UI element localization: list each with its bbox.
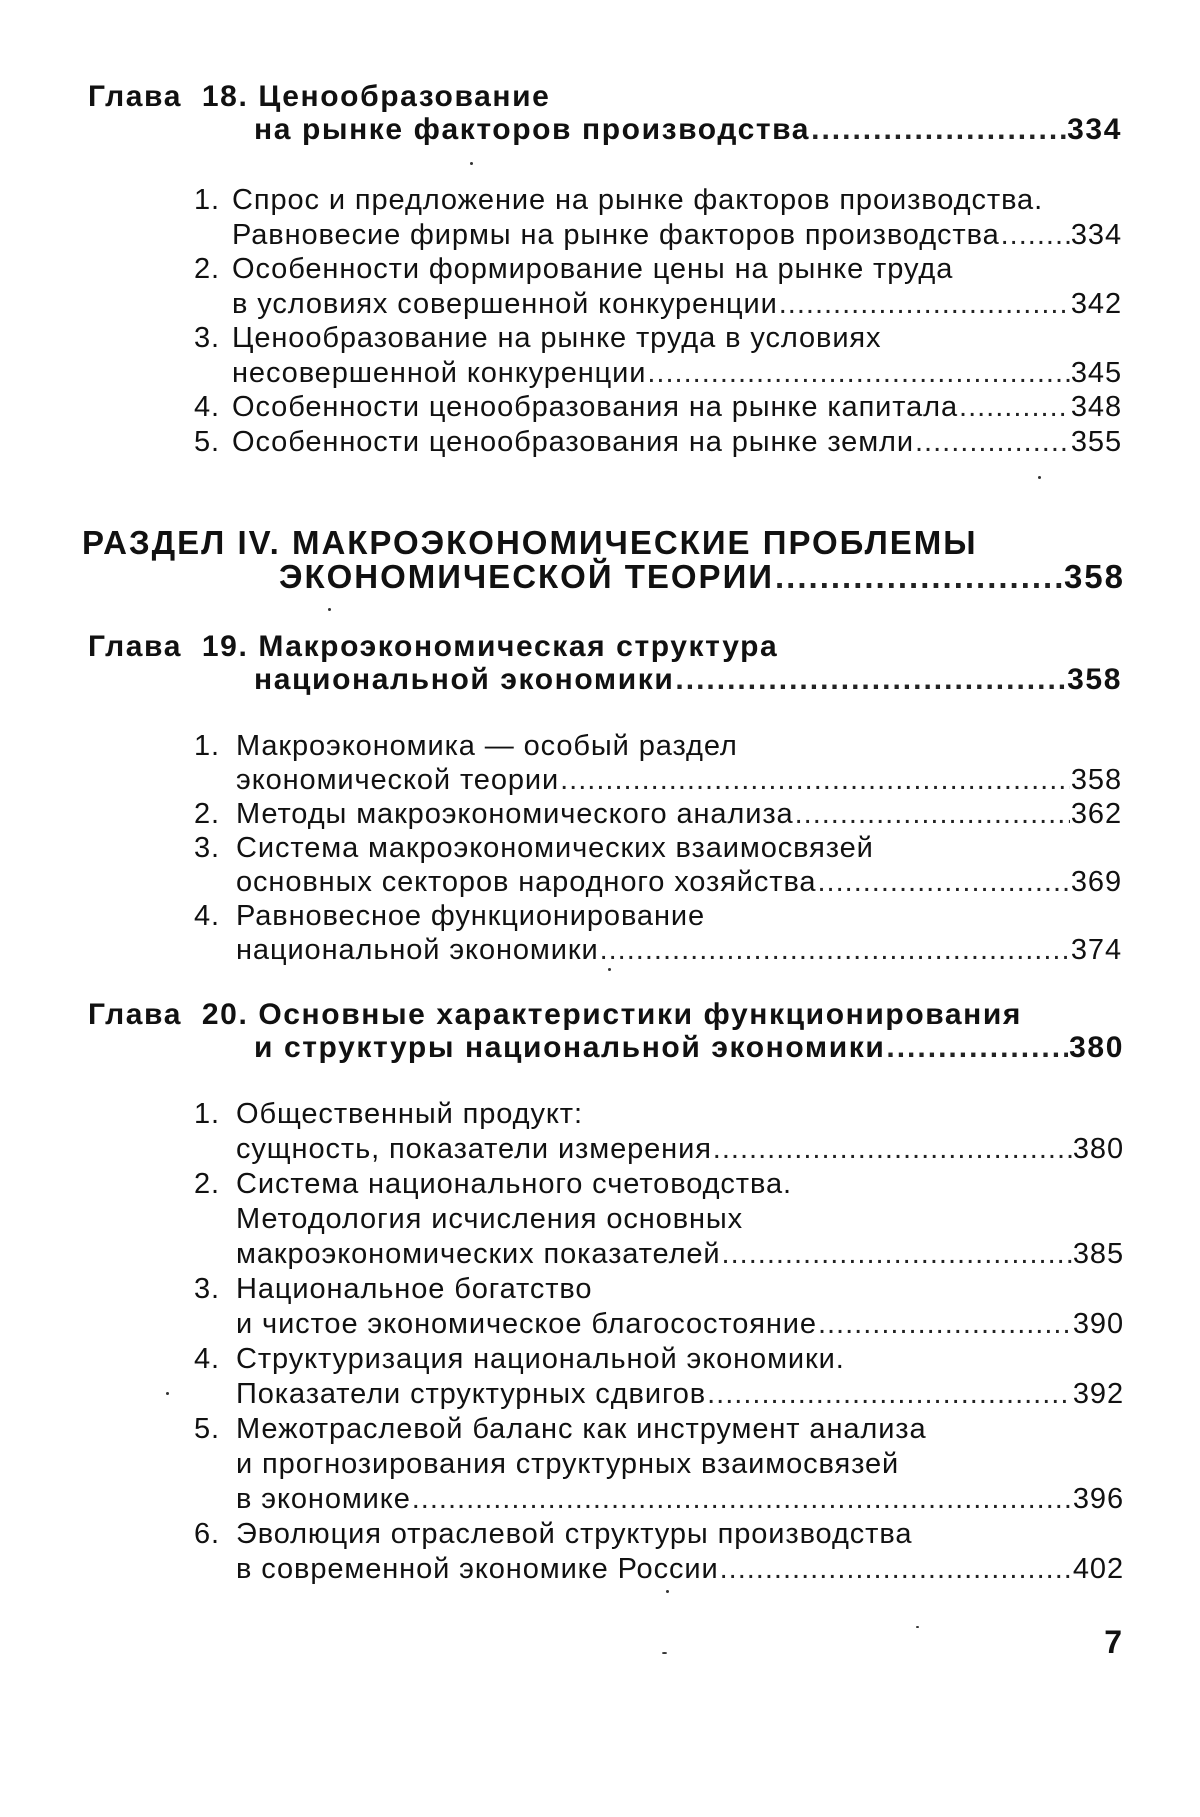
entry-title-cont: Методология исчисления основных xyxy=(236,1203,744,1235)
dot-leader xyxy=(886,1031,1068,1065)
chapter-label: Глава xyxy=(88,998,182,1031)
toc-entry-line xyxy=(236,1133,1124,1166)
chapter-title: Основные характеристики функционирования xyxy=(258,998,1023,1031)
entry-title-cont: Равновесие фирмы на рынке факторов производства xyxy=(232,219,1000,251)
chapter-page: 380 xyxy=(1069,1031,1124,1064)
dot-leader xyxy=(818,1308,1072,1341)
toc-entry-line xyxy=(194,1273,592,1306)
entry-number: 4. xyxy=(194,391,220,423)
chapter-title-cont: и структуры национальной экономики xyxy=(254,1031,886,1064)
dot-leader xyxy=(915,426,1070,459)
toc-entry-line xyxy=(194,900,705,933)
entry-page: 348 xyxy=(1070,391,1122,423)
toc-entry-line xyxy=(194,730,738,763)
chapter-heading-line1 xyxy=(88,630,778,664)
entry-number: 6. xyxy=(194,1518,220,1550)
toc-entry-line xyxy=(194,253,953,286)
entry-title: Ценообразование на рынке труда в условиях xyxy=(232,322,882,354)
scan-speck xyxy=(1038,476,1041,479)
dot-leader xyxy=(707,1378,1072,1411)
toc-entry-line xyxy=(194,832,874,865)
entry-title: Макроэкономика — особый раздел xyxy=(236,730,738,762)
scan-speck xyxy=(608,968,611,971)
dot-leader xyxy=(713,1133,1072,1166)
toc-entry-line xyxy=(194,1098,583,1131)
toc-entry-line xyxy=(194,1168,792,1201)
toc-entry-line xyxy=(194,1343,845,1376)
dot-leader xyxy=(412,1483,1072,1516)
entry-number: 4. xyxy=(194,1343,220,1375)
scan-speck xyxy=(166,1392,169,1395)
scan-speck xyxy=(470,162,473,165)
section-title: МАКРОЭКОНОМИЧЕСКИЕ ПРОБЛЕМЫ xyxy=(291,524,978,561)
entry-title-cont: Показатели структурных сдвигов xyxy=(236,1378,707,1410)
entry-number: 5. xyxy=(194,1413,220,1445)
entry-title-cont: в современной экономике России xyxy=(236,1553,719,1585)
toc-entry-line xyxy=(236,1553,1124,1586)
entry-title-cont: национальной экономики xyxy=(236,934,599,966)
toc-entry-line xyxy=(194,391,1122,424)
entry-number: 3. xyxy=(194,832,220,864)
entry-page: 358 xyxy=(1070,764,1122,796)
entry-title: Межотраслевой баланс как инструмент анализа xyxy=(236,1413,927,1445)
entry-number: 1. xyxy=(194,730,220,762)
entry-title: Система макроэкономических взаимосвязей xyxy=(236,832,874,864)
dot-leader xyxy=(560,764,1070,797)
toc-entry-line xyxy=(236,1203,743,1236)
chapter-title-cont: национальной экономики xyxy=(254,663,675,696)
chapter-page: 334 xyxy=(1067,113,1122,146)
entry-number: 1. xyxy=(194,184,220,216)
entry-title: Эволюция отраслевой структуры производства xyxy=(236,1518,913,1550)
section-heading-line2 xyxy=(279,558,1125,596)
chapter-number: 20. xyxy=(201,998,249,1031)
toc-entry-line xyxy=(236,1378,1124,1411)
entry-title: Общественный продукт: xyxy=(236,1098,583,1130)
entry-page: 369 xyxy=(1070,866,1122,898)
entry-page: 334 xyxy=(1070,219,1122,251)
toc-entry-line xyxy=(194,798,1122,831)
entry-title: Методы макроэкономического анализа xyxy=(236,798,794,830)
chapter-title: Макроэкономическая структура xyxy=(258,630,779,663)
entry-page: 385 xyxy=(1072,1238,1124,1270)
scan-speck xyxy=(916,1626,919,1628)
section-label: РАЗДЕЛ IV. xyxy=(82,524,281,561)
entry-page: 342 xyxy=(1070,288,1122,320)
entry-title: Особенности формирование цены на рынке труда xyxy=(232,253,954,285)
entry-page: 345 xyxy=(1070,357,1122,389)
chapter-heading-line1 xyxy=(88,998,1022,1032)
section-title-cont: ЭКОНОМИЧЕСКОЙ ТЕОРИИ xyxy=(279,558,775,595)
chapter-page: 358 xyxy=(1067,663,1122,696)
dot-leader xyxy=(795,798,1070,831)
entry-title-cont: экономической теории xyxy=(236,764,560,796)
entry-title: Структуризация национальной экономики. xyxy=(236,1343,845,1375)
entry-page: 392 xyxy=(1072,1378,1124,1410)
toc-entry-line xyxy=(194,1413,927,1446)
entry-page: 396 xyxy=(1072,1483,1124,1515)
entry-title-cont: основных секторов народного хозяйства xyxy=(236,866,817,898)
toc-entry-line xyxy=(236,764,1122,797)
entry-number: 2. xyxy=(194,253,220,285)
entry-title-cont: и прогнозирования структурных взаимосвязей xyxy=(236,1448,900,1480)
toc-entry-line xyxy=(232,219,1122,252)
entry-title: Особенности ценообразования на рынке капитала xyxy=(232,391,959,423)
dot-leader xyxy=(811,113,1066,147)
entry-page: 374 xyxy=(1070,934,1122,966)
chapter-heading-line2 xyxy=(254,1031,1124,1065)
entry-title-cont: в условиях совершенной конкуренции xyxy=(232,288,778,320)
entry-page: 362 xyxy=(1070,798,1122,830)
chapter-heading-line1 xyxy=(88,80,550,114)
dot-leader xyxy=(675,663,1066,697)
entry-number: 5. xyxy=(194,426,220,458)
toc-entry-line xyxy=(236,1308,1124,1341)
page-number: 7 xyxy=(1104,1624,1122,1660)
chapter-heading-line2 xyxy=(254,113,1122,147)
entry-title: Спрос и предложение на рынке факторов производства. xyxy=(232,184,1044,216)
entry-number: 1. xyxy=(194,1098,220,1130)
toc-entry-line xyxy=(236,866,1122,899)
dot-leader xyxy=(959,391,1070,424)
toc-entry-line xyxy=(236,1238,1124,1271)
entry-title-cont: и чистое экономическое благосостояние xyxy=(236,1308,817,1340)
chapter-label: Глава xyxy=(88,80,182,113)
dot-leader xyxy=(647,357,1070,390)
entry-number: 4. xyxy=(194,900,220,932)
entry-title-cont: макроэкономических показателей xyxy=(236,1238,721,1270)
scan-speck xyxy=(666,1590,669,1593)
entry-page: 402 xyxy=(1072,1553,1124,1585)
dot-leader xyxy=(1001,219,1070,252)
chapter-heading-line2 xyxy=(254,663,1122,697)
entry-number: 2. xyxy=(194,798,220,830)
chapter-title: Ценообразование xyxy=(258,80,551,113)
entry-title-cont: в экономике xyxy=(236,1483,411,1515)
entry-number: 2. xyxy=(194,1168,220,1200)
dot-leader xyxy=(600,934,1070,967)
toc-entry-line xyxy=(194,322,881,355)
entry-page: 355 xyxy=(1070,426,1122,458)
entry-number: 3. xyxy=(194,322,220,354)
entry-title: Система национального счетоводства. xyxy=(236,1168,792,1200)
scan-speck xyxy=(328,608,331,611)
toc-entry-line xyxy=(194,426,1122,459)
section-page: 358 xyxy=(1063,558,1125,595)
chapter-title-cont: на рынке факторов производства xyxy=(254,113,811,146)
toc-entry-line xyxy=(236,1448,899,1481)
toc-entry-line xyxy=(236,934,1122,967)
section-heading-line1 xyxy=(82,524,978,562)
dot-leader xyxy=(720,1553,1072,1586)
entry-title: Равновесное функционирование xyxy=(236,900,705,932)
dot-leader xyxy=(722,1238,1072,1271)
toc-entry-line xyxy=(232,357,1122,390)
toc-entry-line xyxy=(232,288,1122,321)
entry-page: 380 xyxy=(1072,1133,1124,1165)
toc-entry-line xyxy=(194,184,1043,217)
chapter-number: 19. xyxy=(201,630,249,663)
scan-speck xyxy=(662,1652,667,1654)
dot-leader xyxy=(779,288,1070,321)
entry-title: Особенности ценообразования на рынке земли xyxy=(232,426,914,458)
dot-leader xyxy=(817,866,1069,899)
entry-title: Национальное богатство xyxy=(236,1273,593,1305)
toc-entry-line xyxy=(236,1483,1124,1516)
dot-leader xyxy=(775,558,1063,596)
toc-entry-line xyxy=(194,1518,912,1551)
entry-title-cont: несовершенной конкуренции xyxy=(232,357,647,389)
entry-title-cont: сущность, показатели измерения xyxy=(236,1133,712,1165)
chapter-label: Глава xyxy=(88,630,182,663)
entry-page: 390 xyxy=(1072,1308,1124,1340)
chapter-number: 18. xyxy=(201,80,249,113)
entry-number: 3. xyxy=(194,1273,220,1305)
